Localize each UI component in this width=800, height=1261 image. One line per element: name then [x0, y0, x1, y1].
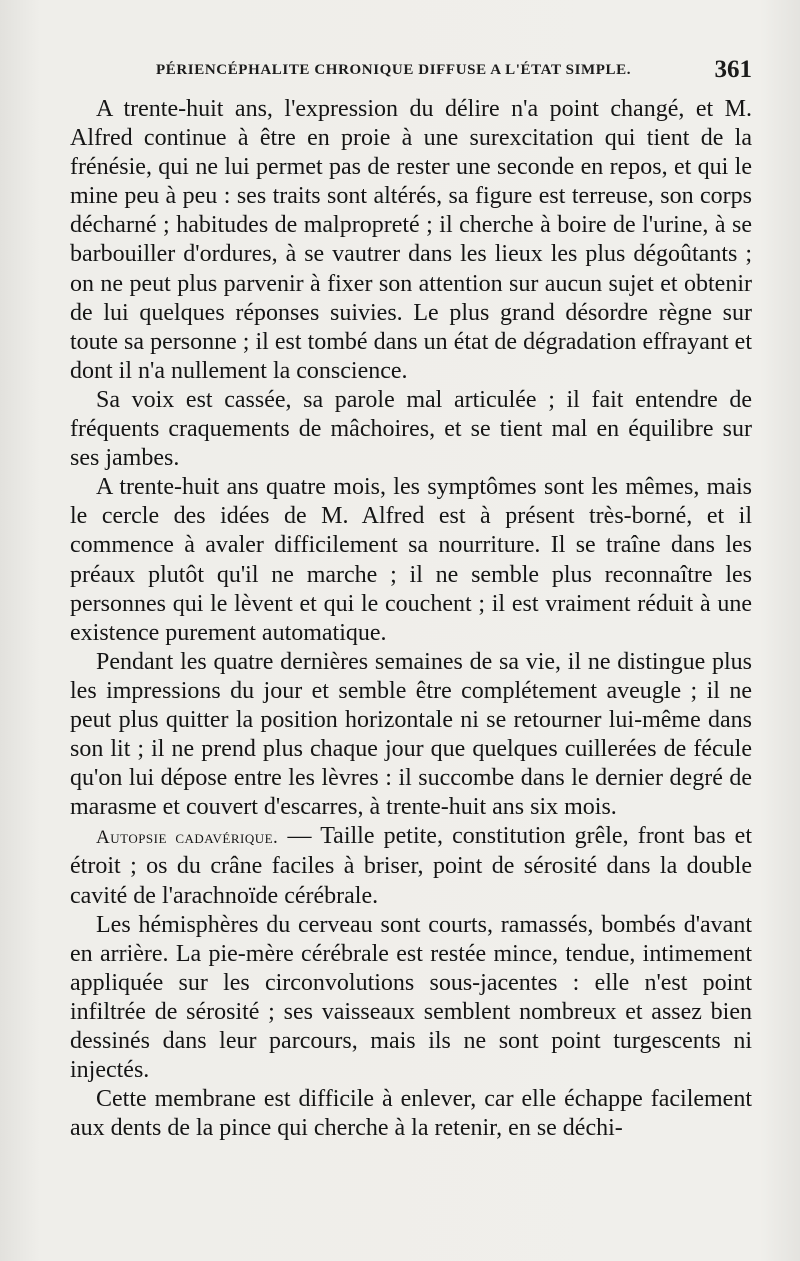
paragraph: Cette membrane est difficile à enlever, car elle échappe facilement aux dents de la pince qui cherche à la retenir, en se déchi- — [70, 1086, 752, 1142]
paragraph-autopsie — [70, 822, 752, 910]
paragraph-text: — Taille petite, constitution grêle, front bas et étroit ; os du crâne faciles à briser, point de sérosité dans la double cavité de l'arachnoïde cérébrale. — [70, 823, 753, 909]
section-lead: Autopsie cadavérique. — [96, 827, 279, 849]
paragraph: Les hémisphères du cerveau sont courts, ramassés, bombés d'avant en arrière. La pie-mère cérébrale est restée mince, tendue, intimement appliquée sur les circonvolutions sous-jacentes : elle n'est point infiltrée de sérosité ; ses vaisseaux semblent nombreux et assez bien dessinés dans leur parcours, mais ils ne sont point turgescents ni injectés. — [70, 911, 752, 1084]
running-head — [70, 56, 752, 86]
body-text — [70, 95, 752, 1143]
paragraph: A trente-huit ans quatre mois, les symptômes sont les mêmes, mais le cercle des idées de M. Alfred est à présent très-borné, et il commence à avaler difficilement sa nourriture. Il se traîne dans les préaux plutôt qu'il ne marche ; il ne semble plus reconnaître les personnes qui le lèvent et qui le couchent ; il est vraiment réduit à une existence purement automatique. — [70, 474, 752, 646]
paragraph: Pendant les quatre dernières semaines de sa vie, il ne distingue plus les impressions du jour et semble être complétement aveugle ; il ne peut plus quitter la position horizontale ni se retourner lui-même dans son lit ; il ne prend plus chaque jour que quelques cuillerées de fécule qu'on lui dépose entre les lèvres : il succombe dans le dernier degré de marasme et couvert d'escarres, à trente-huit ans six mois. — [70, 648, 752, 821]
paragraph: A trente-huit ans, l'expression du délire n'a point changé, et M. Alfred continue à être en proie à une surexcitation qui tient de la frénésie, qui ne lui permet pas de rester une seconde en repos, et qui le mine peu à peu : ses traits sont altérés, sa figure est terreuse, son corps décharné ; habitudes de malpropreté ; il cherche à boire de l'urine, à se barbouiller d'ordures, à se vautrer dans les lieux les plus dégoûtants ; on ne peut plus parvenir à fixer son attention sur aucun sujet et obtenir de lui quelques réponses suivies. Le plus grand désordre règne sur toute sa personne ; il est tombé dans un état de dégradation effrayant et dont il n'a nullement la conscience. — [70, 96, 752, 384]
running-title: PÉRIENCÉPHALITE CHRONIQUE DIFFUSE A L'ÉTAT SIMPLE. — [156, 62, 632, 78]
page-number: 361 — [714, 56, 752, 83]
paragraph: Sa voix est cassée, sa parole mal articulée ; il fait entendre de fréquents craquements de mâchoires, et se tient mal en équilibre sur ses jambes. — [70, 386, 752, 472]
